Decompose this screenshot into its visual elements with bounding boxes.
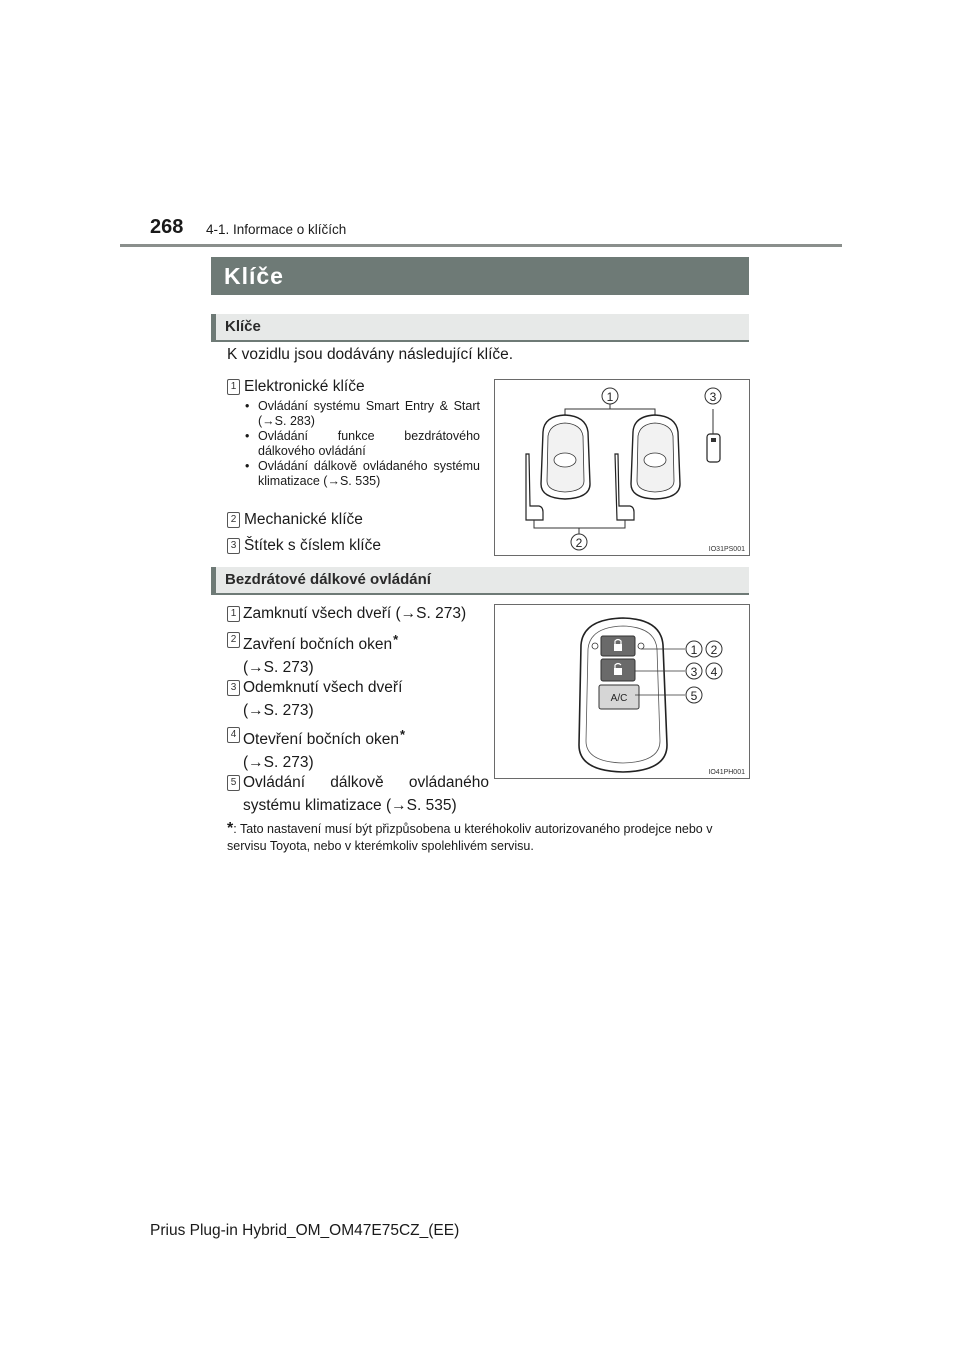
bullet-item: • Ovládání systému Smart Entry & Start (→S. 283) (244, 399, 480, 429)
footnote-marker: * (227, 820, 234, 837)
item-label: Mechanické klíče (244, 511, 363, 528)
mechanical-key-left-icon (526, 454, 543, 520)
item-number-badge: 3 (227, 680, 240, 696)
subheading-keys (211, 314, 749, 342)
remote-item-3 (227, 676, 489, 722)
figure-callout-2: 2 (710, 643, 718, 657)
figure-callout-2: 2 (575, 536, 583, 550)
asterisk-marker: * (393, 632, 399, 647)
figure-callout-5: 5 (690, 689, 698, 703)
remote-item-4 (227, 723, 489, 774)
remote-illustration (495, 605, 749, 778)
item-label-line2: (→S. 273) (243, 754, 314, 771)
key-number-plate-icon (707, 434, 720, 462)
item-number-badge: 1 (227, 379, 240, 395)
item-number-badge: 3 (227, 538, 240, 554)
asterisk-marker: * (399, 727, 406, 742)
header-divider (120, 244, 842, 247)
figure-callout-3: 3 (709, 390, 717, 404)
subheading-accent (211, 314, 216, 342)
figure-callout-1: 1 (606, 390, 614, 404)
remote-item-2 (227, 628, 489, 679)
remote-item-1 (227, 602, 489, 625)
item-number-badge: 4 (227, 727, 240, 743)
bullet-item: • Ovládání funkce bezdrátového dálkového ovládání (244, 429, 480, 459)
item-label: Elektronické klíče (244, 378, 365, 395)
figure-callout-3: 3 (690, 665, 698, 679)
section-breadcrumb: 4-1. Informace o klíčích (206, 222, 347, 237)
footnote (227, 820, 747, 855)
page-title-bar (211, 257, 749, 295)
subheading-remote (211, 567, 749, 595)
remote-item-5 (227, 771, 489, 817)
electronic-key-left-icon (541, 415, 590, 499)
subheading-keys-text: Klíče (225, 318, 261, 335)
subheading-remote-text: Bezdrátové dálkové ovládání (225, 571, 431, 588)
item-number-badge: 2 (227, 632, 240, 648)
page-title: Klíče (224, 263, 284, 289)
keys-illustration (495, 380, 749, 555)
item-label-line2: systému klimatizace (→S. 535) (243, 797, 457, 814)
item-label: Odemknutí všech dveří (243, 679, 403, 696)
ac-button-label: A/C (610, 693, 628, 704)
item-label: Zamknutí všech dveří (→S. 273) (243, 605, 467, 622)
electronic-key-right-icon (631, 415, 680, 499)
item-number-badge: 5 (227, 775, 240, 791)
subheading-accent (211, 567, 216, 595)
figure-keys (494, 379, 750, 556)
footnote-text: : Tato nastavení musí být přizpůsobena u kteréhokoliv autorizovaného prodejce nebo v servisu Toyota, nebo v kterémkoliv spolehlivém servisu. (227, 822, 713, 853)
item-label-line2: (→S. 273) (243, 702, 314, 719)
item-number-badge: 2 (227, 512, 240, 528)
figure-remote (494, 604, 750, 779)
item-label-line2: (→S. 273) (243, 659, 314, 676)
figure-callout-1: 1 (690, 643, 698, 657)
item-label: Zavření bočních oken (243, 636, 393, 653)
item-label: Otevření bočních oken (243, 731, 399, 748)
keys-intro: K vozidlu jsou dodávány následující klíče. (227, 346, 514, 363)
figure-callout-4: 4 (710, 665, 718, 679)
item-label: Štítek s číslem klíče (244, 537, 381, 554)
item-label: Ovládání dálkově ovládaného (243, 774, 489, 791)
footer-document-id: Prius Plug-in Hybrid_OM_OM47E75CZ_(EE) (150, 1222, 460, 1239)
keys-item-1-bullets (244, 399, 480, 489)
page-number: 268 (150, 216, 184, 238)
figure-code: IO31PS001 (708, 546, 745, 553)
figure-code: IO41PH001 (708, 769, 745, 776)
item-number-badge: 1 (227, 606, 240, 622)
bullet-item: • Ovládání dálkově ovládaného systému klimatizace (→S. 535) (244, 459, 480, 489)
